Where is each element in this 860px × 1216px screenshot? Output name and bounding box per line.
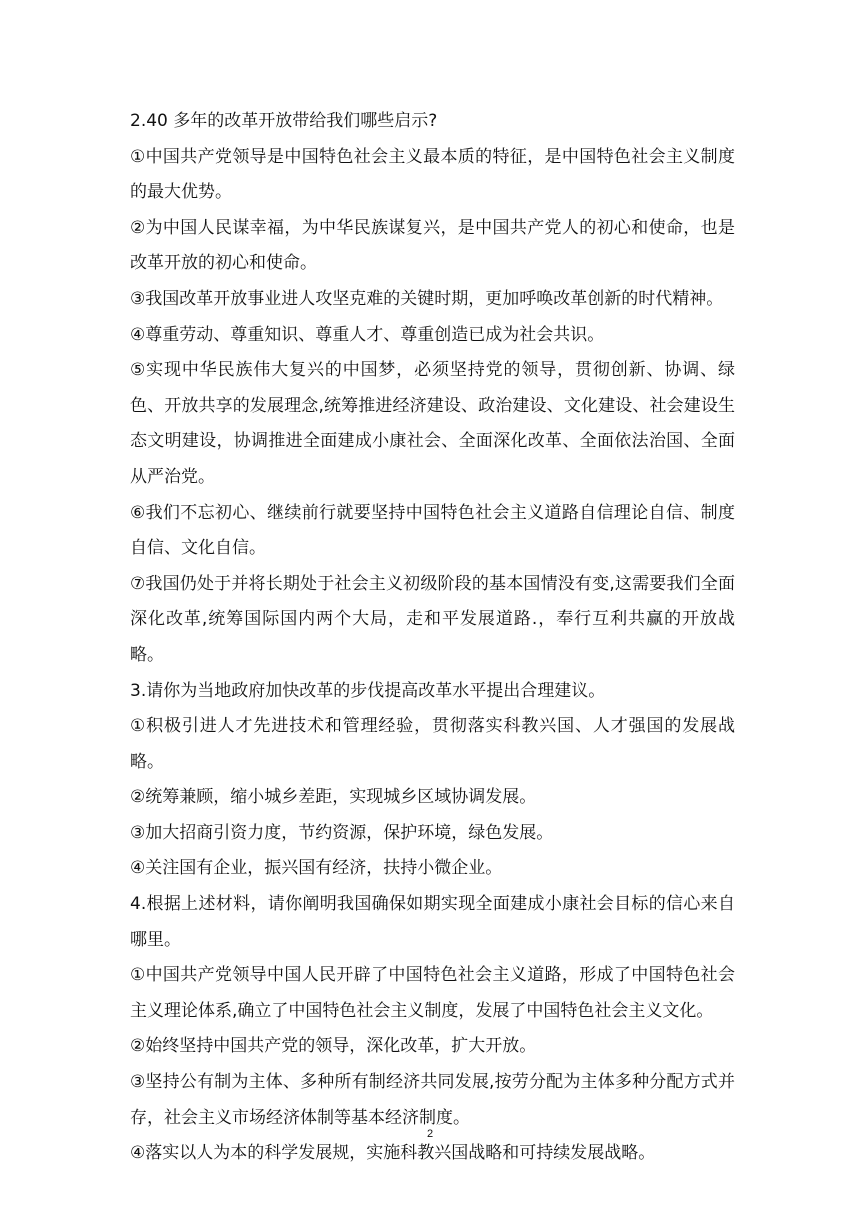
answer-2-item-6: ⑥我们不忘初心、继续前行就要坚持中国特色社会主义道路自信理论自信、制度自信、文化自信。	[130, 502, 735, 559]
question-4-heading: 4.根据上述材料，请你阐明我国确保如期实现全面建成小康社会目标的信心来自哪里。	[130, 894, 735, 950]
answer-4-item-1: ①中国共产党领导中国人民开辟了中国特色社会主义道路，形成了中国特色社会主义理论体系,确立了中国特色社会主义制度，发展了中国特色社会主义文化。	[130, 965, 735, 1021]
answer-2-item-2: ②为中国人民谋幸福，为中华民族谋复兴，是中国共产党人的初心和使命，也是改革开放的初心和使命。	[130, 217, 735, 274]
answer-4-item-4: ④落实以人为本的科学发展规，实施科教兴国战略和可持续发展战略。	[130, 1143, 656, 1164]
answer-2-item-4: ④尊重劳动、尊重知识、尊重人才、尊重创造已成为社会共识。	[130, 324, 605, 345]
answer-2-item-7: ⑦我国仍处于并将长期处于社会主义初级阶段的基本国情没有变,这需要我们全面深化改革,统筹国际国内两个大局，走和平发展道路.，奉行互利共赢的开放战略。	[130, 573, 735, 665]
question-3-heading: 3.请你为当地政府加快改革的步伐提高改革水平提出合理建议。	[130, 680, 606, 701]
answer-2-item-5: ⑤实现中华民族伟大复兴的中国梦，必须坚持党的领导，贯彻创新、协调、绿色、开放共享的发展理念,统筹推进经济建设、政治建设、文化建设、社会建设生态文明建设，协调推进全面建成小康社会、全面深化改革、全面依法治国、全面从严治党。	[130, 360, 735, 487]
answer-4-item-2: ②始终坚持中国共产党的领导，深化改革，扩大开放。	[130, 1036, 537, 1057]
answer-2-item-3: ③我国改革开放事业进人攻坚克难的关键时期，更加呼唤改革创新的时代精神。	[130, 288, 724, 309]
question-2-heading: 2.40 多年的改革开放带给我们哪些启示?	[130, 111, 438, 131]
answer-2-item-1: ①中国共产党领导是中国特色社会主义最本质的特征，是中国特色社会主义制度的最大优势。	[130, 146, 735, 203]
answer-4-item-3: ③坚持公有制为主体、多种所有制经济共同发展,按劳分配为主体多种分配方式并存，社会主义市场经济体制等基本经济制度。	[130, 1072, 735, 1128]
answer-3-item-3: ③加大招商引资力度，节约资源，保护环境，绿色发展。	[130, 822, 554, 843]
answer-3-item-1: ①积极引进人才先进技术和管理经验，贯彻落实科教兴国、人才强国的发展战略。	[130, 716, 735, 772]
page-number: 2	[426, 1128, 434, 1140]
answer-3-item-4: ④关注国有企业，振兴国有经济，扶持小微企业。	[130, 858, 503, 879]
answer-3-item-2: ②统筹兼顾，缩小城乡差距，实现城乡区域协调发展。	[130, 787, 537, 808]
document-body	[130, 104, 735, 1172]
